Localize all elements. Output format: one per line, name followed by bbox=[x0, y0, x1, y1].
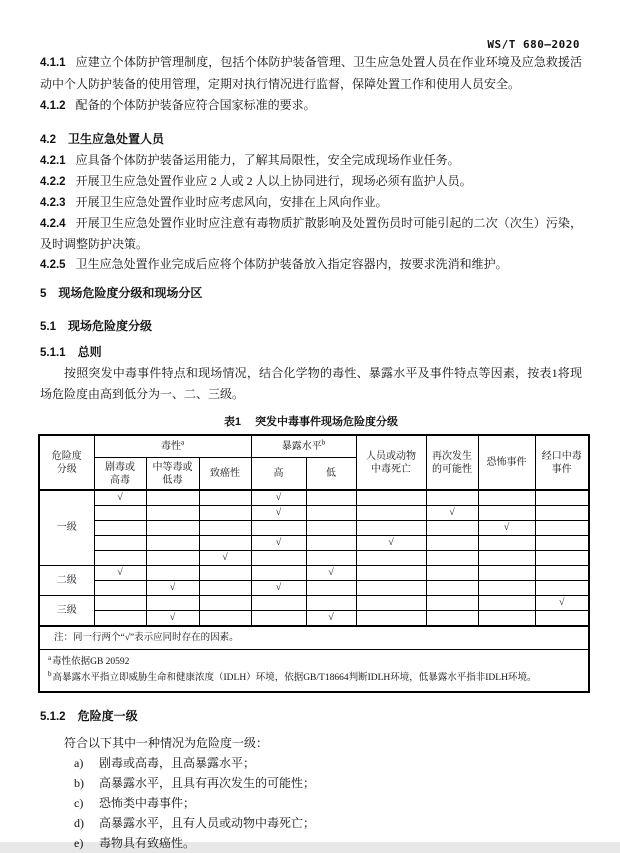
check-mark-cell: √ bbox=[94, 566, 146, 581]
empty-cell bbox=[306, 521, 356, 536]
list-item-d bbox=[74, 813, 582, 833]
table-row bbox=[39, 581, 589, 596]
check-mark-cell: √ bbox=[306, 611, 356, 627]
empty-cell bbox=[478, 506, 535, 521]
empty-cell bbox=[94, 536, 146, 551]
heading-title: 现场危险度分级 bbox=[68, 319, 153, 333]
risk-level-cell: 三级 bbox=[39, 596, 94, 627]
check-mark-cell: √ bbox=[251, 506, 306, 521]
empty-cell bbox=[199, 611, 251, 627]
th-recurrence: 再次发生 的可能性 bbox=[426, 435, 478, 490]
empty-cell bbox=[146, 506, 199, 521]
list-item-label: e) bbox=[74, 836, 84, 850]
empty-cell bbox=[146, 521, 199, 536]
empty-cell bbox=[94, 611, 146, 627]
check-mark-cell: √ bbox=[306, 566, 356, 581]
empty-cell bbox=[199, 536, 251, 551]
list-item-label: b) bbox=[74, 776, 84, 790]
clause-number: 4.1.1 bbox=[40, 57, 66, 69]
th-exposure-group: 暴露水平$^b$ bbox=[251, 435, 356, 458]
list-item-e bbox=[74, 833, 582, 853]
clause-text: 卫生应急处置作业完成后应将个体防护装备放入指定容器内，按要求洗消和维护。 bbox=[75, 257, 508, 271]
empty-cell bbox=[478, 536, 535, 551]
check-mark-cell: √ bbox=[94, 490, 146, 506]
th-terror: 恐怖事件 bbox=[478, 435, 535, 490]
empty-cell bbox=[306, 490, 356, 506]
empty-cell bbox=[94, 581, 146, 596]
empty-cell bbox=[199, 506, 251, 521]
list-intro: 符合以下其中一种情况为危险度一级： bbox=[64, 736, 269, 750]
list-item-label: c) bbox=[74, 796, 84, 810]
empty-cell bbox=[199, 490, 251, 506]
heading-5 bbox=[40, 283, 582, 304]
empty-cell bbox=[426, 581, 478, 596]
empty-cell bbox=[94, 521, 146, 536]
heading-number: 4.2 bbox=[40, 134, 56, 146]
table-row bbox=[39, 566, 589, 581]
check-mark-cell: √ bbox=[199, 551, 251, 566]
clause-number: 4.2.1 bbox=[40, 155, 66, 167]
th-extreme-toxicity: 剧毒或 高毒 bbox=[94, 458, 146, 491]
empty-cell bbox=[356, 611, 426, 627]
empty-cell bbox=[306, 506, 356, 521]
th-toxicity-group: 毒性$^a$ bbox=[94, 435, 251, 458]
list-item-text: 高暴露水平，且有人员或动物中毒死亡； bbox=[99, 816, 316, 830]
clause-4-1-1 bbox=[40, 52, 582, 95]
empty-cell bbox=[478, 566, 535, 581]
clause-number: 4.2.2 bbox=[40, 176, 66, 188]
empty-cell bbox=[356, 551, 426, 566]
table1-body bbox=[39, 490, 589, 626]
empty-cell bbox=[478, 596, 535, 611]
empty-cell bbox=[146, 536, 199, 551]
list-item-text: 剧毒或高毒，且高暴露水平； bbox=[99, 756, 256, 770]
check-mark-cell: √ bbox=[251, 581, 306, 596]
clause-4-2-2 bbox=[40, 171, 582, 192]
empty-cell bbox=[535, 521, 589, 536]
table-row bbox=[39, 521, 589, 536]
doc-header bbox=[0, 0, 620, 52]
clause-text: 开展卫生应急处置作业时应注意有毒物质扩散影响及处置伤员时可能引起的二次（次生）污染，及时调整防护决策。 bbox=[40, 216, 582, 251]
list-item-c bbox=[74, 793, 582, 813]
clause-4-2-3 bbox=[40, 192, 582, 213]
heading-5-1 bbox=[40, 316, 582, 337]
risk-level-cell: 二级 bbox=[39, 566, 94, 596]
heading-title: 危险度一级 bbox=[77, 709, 138, 723]
heading-title: 总则 bbox=[77, 345, 102, 359]
heading-4-2 bbox=[40, 129, 582, 150]
empty-cell bbox=[251, 521, 306, 536]
table-row bbox=[39, 596, 589, 611]
check-mark-cell: √ bbox=[251, 536, 306, 551]
empty-cell bbox=[146, 596, 199, 611]
table1-caption-label: 表1 bbox=[223, 416, 242, 428]
list-item-text: 毒物具有致癌性。 bbox=[99, 836, 196, 850]
th-carcinogenicity: 致癌性 bbox=[199, 458, 251, 491]
table-row bbox=[39, 551, 589, 566]
clause-text: 应建立个体防护管理制度，包括个体防护装备管理、卫生应急处置人员在作业环境及应急救援活动中个人防护装备的使用管理，定期对执行情况进行监督，保障处置工作和使用人员安全。 bbox=[40, 55, 582, 91]
footnote-ref-a: a bbox=[180, 438, 185, 447]
heading-title: 卫生应急处置人员 bbox=[68, 132, 165, 146]
footnote-ref-b: b bbox=[321, 438, 326, 447]
table-note: 注：同一行两个“√”表示应同时存在的因素。 bbox=[39, 626, 589, 650]
heading-number: 5.1 bbox=[40, 321, 56, 333]
empty-cell bbox=[306, 536, 356, 551]
empty-cell bbox=[356, 596, 426, 611]
th-death: 人员或动物 中毒死亡 bbox=[356, 435, 426, 490]
table1-header bbox=[39, 435, 589, 490]
th-exposure-low: 低 bbox=[306, 458, 356, 491]
empty-cell bbox=[306, 551, 356, 566]
empty-cell bbox=[356, 581, 426, 596]
heading-number: 5 bbox=[40, 288, 47, 300]
empty-cell bbox=[94, 596, 146, 611]
th-moderate-toxicity: 中等毒或 低毒 bbox=[146, 458, 199, 491]
empty-cell bbox=[199, 521, 251, 536]
empty-cell bbox=[199, 596, 251, 611]
list-item-text: 高暴露水平，且具有再次发生的可能性； bbox=[99, 776, 316, 790]
heading-5-1-2 bbox=[40, 706, 582, 727]
check-mark-cell: √ bbox=[146, 581, 199, 596]
empty-cell bbox=[426, 596, 478, 611]
list-item-label: a) bbox=[74, 756, 84, 770]
footnote-b: $^b$高暴露水平指立即威胁生命和健康浓度（IDLH）环境，依据GB/T18664判断IDLH环境，低暴露水平指非IDLH环境。 bbox=[48, 669, 537, 683]
document-content bbox=[0, 52, 620, 853]
clause-4-2-5 bbox=[40, 254, 582, 275]
clause-text: 开展卫生应急处置作业应 2 人或 2 人以上协同进行，现场必须有监护人员。 bbox=[75, 174, 472, 188]
empty-cell bbox=[146, 490, 199, 506]
clause-text: 配备的个体防护装备应符合国家标准的要求。 bbox=[75, 98, 316, 112]
table1-caption bbox=[40, 414, 582, 430]
empty-cell bbox=[199, 566, 251, 581]
empty-cell bbox=[535, 506, 589, 521]
check-mark-cell: √ bbox=[426, 506, 478, 521]
empty-cell bbox=[535, 611, 589, 627]
check-mark-cell: √ bbox=[251, 490, 306, 506]
empty-cell bbox=[146, 551, 199, 566]
empty-cell bbox=[94, 551, 146, 566]
clause-text: 应具备个体防护装备运用能力，了解其局限性，安全完成现场作业任务。 bbox=[75, 153, 460, 167]
clause-number: 4.1.2 bbox=[40, 100, 66, 112]
table1-caption-title: 突发中毒事件现场危险度分级 bbox=[255, 416, 399, 428]
check-mark-cell: √ bbox=[535, 596, 589, 611]
th-oral: 经口中毒 事件 bbox=[535, 435, 589, 490]
heading-number: 5.1.2 bbox=[40, 711, 66, 723]
empty-cell bbox=[306, 581, 356, 596]
table-row bbox=[39, 536, 589, 551]
empty-cell bbox=[94, 506, 146, 521]
table-row bbox=[39, 611, 589, 627]
empty-cell bbox=[478, 611, 535, 627]
empty-cell bbox=[251, 566, 306, 581]
check-mark-cell: √ bbox=[478, 521, 535, 536]
empty-cell bbox=[426, 536, 478, 551]
table-row bbox=[39, 506, 589, 521]
footnote-a: $^a$毒性依据GB 20592 bbox=[48, 653, 130, 667]
empty-cell bbox=[306, 596, 356, 611]
empty-cell bbox=[535, 581, 589, 596]
paragraph-5-1-1: 按照突发中毒事件特点和现场情况，结合化学物的毒性、暴露水平及事件特点等因素，按表1将现场危险度由高到低分为一、二、三级。 bbox=[40, 366, 582, 401]
table-footnote-row bbox=[39, 650, 589, 693]
empty-cell bbox=[251, 611, 306, 627]
empty-cell bbox=[535, 536, 589, 551]
empty-cell bbox=[478, 490, 535, 506]
table-row bbox=[39, 490, 589, 506]
empty-cell bbox=[426, 521, 478, 536]
empty-cell bbox=[356, 566, 426, 581]
empty-cell bbox=[478, 581, 535, 596]
empty-cell bbox=[356, 506, 426, 521]
empty-cell bbox=[199, 581, 251, 596]
check-mark-cell: √ bbox=[356, 536, 426, 551]
clause-number: 4.2.5 bbox=[40, 259, 66, 271]
heading-title: 现场危险度分级和现场分区 bbox=[58, 286, 203, 300]
clause-text: 开展卫生应急处置作业时应考虑风向，安排在上风向作业。 bbox=[75, 195, 388, 209]
empty-cell bbox=[426, 611, 478, 627]
doc-code: WS/T 680—2020 bbox=[487, 38, 580, 51]
empty-cell bbox=[356, 521, 426, 536]
empty-cell bbox=[426, 490, 478, 506]
empty-cell bbox=[146, 566, 199, 581]
risk-level-cell: 一级 bbox=[39, 490, 94, 566]
clause-number: 4.2.4 bbox=[40, 218, 66, 230]
empty-cell bbox=[535, 551, 589, 566]
empty-cell bbox=[251, 551, 306, 566]
empty-cell bbox=[426, 551, 478, 566]
table-footnotes bbox=[39, 650, 589, 693]
th-exposure-high: 高 bbox=[251, 458, 306, 491]
empty-cell bbox=[478, 551, 535, 566]
table-note-row bbox=[39, 626, 589, 650]
list-item-b bbox=[74, 773, 582, 793]
list-item-text: 恐怖类中毒事件； bbox=[99, 796, 196, 810]
clause-4-2-4 bbox=[40, 213, 582, 254]
heading-number: 5.1.1 bbox=[40, 347, 66, 359]
empty-cell bbox=[426, 566, 478, 581]
clause-4-1-2 bbox=[40, 95, 582, 116]
empty-cell bbox=[535, 566, 589, 581]
table1-footer bbox=[39, 626, 589, 692]
list-item-label: d) bbox=[74, 816, 84, 830]
check-mark-cell: √ bbox=[146, 611, 199, 627]
table1-risk-grading bbox=[38, 434, 590, 693]
clause-number: 4.2.3 bbox=[40, 197, 66, 209]
empty-cell bbox=[251, 596, 306, 611]
heading-5-1-1 bbox=[40, 342, 582, 363]
empty-cell bbox=[535, 490, 589, 506]
list-item-a bbox=[74, 753, 582, 773]
th-risk-level: 危险度 分级 bbox=[39, 435, 94, 490]
empty-cell bbox=[356, 490, 426, 506]
clause-4-2-1 bbox=[40, 150, 582, 171]
